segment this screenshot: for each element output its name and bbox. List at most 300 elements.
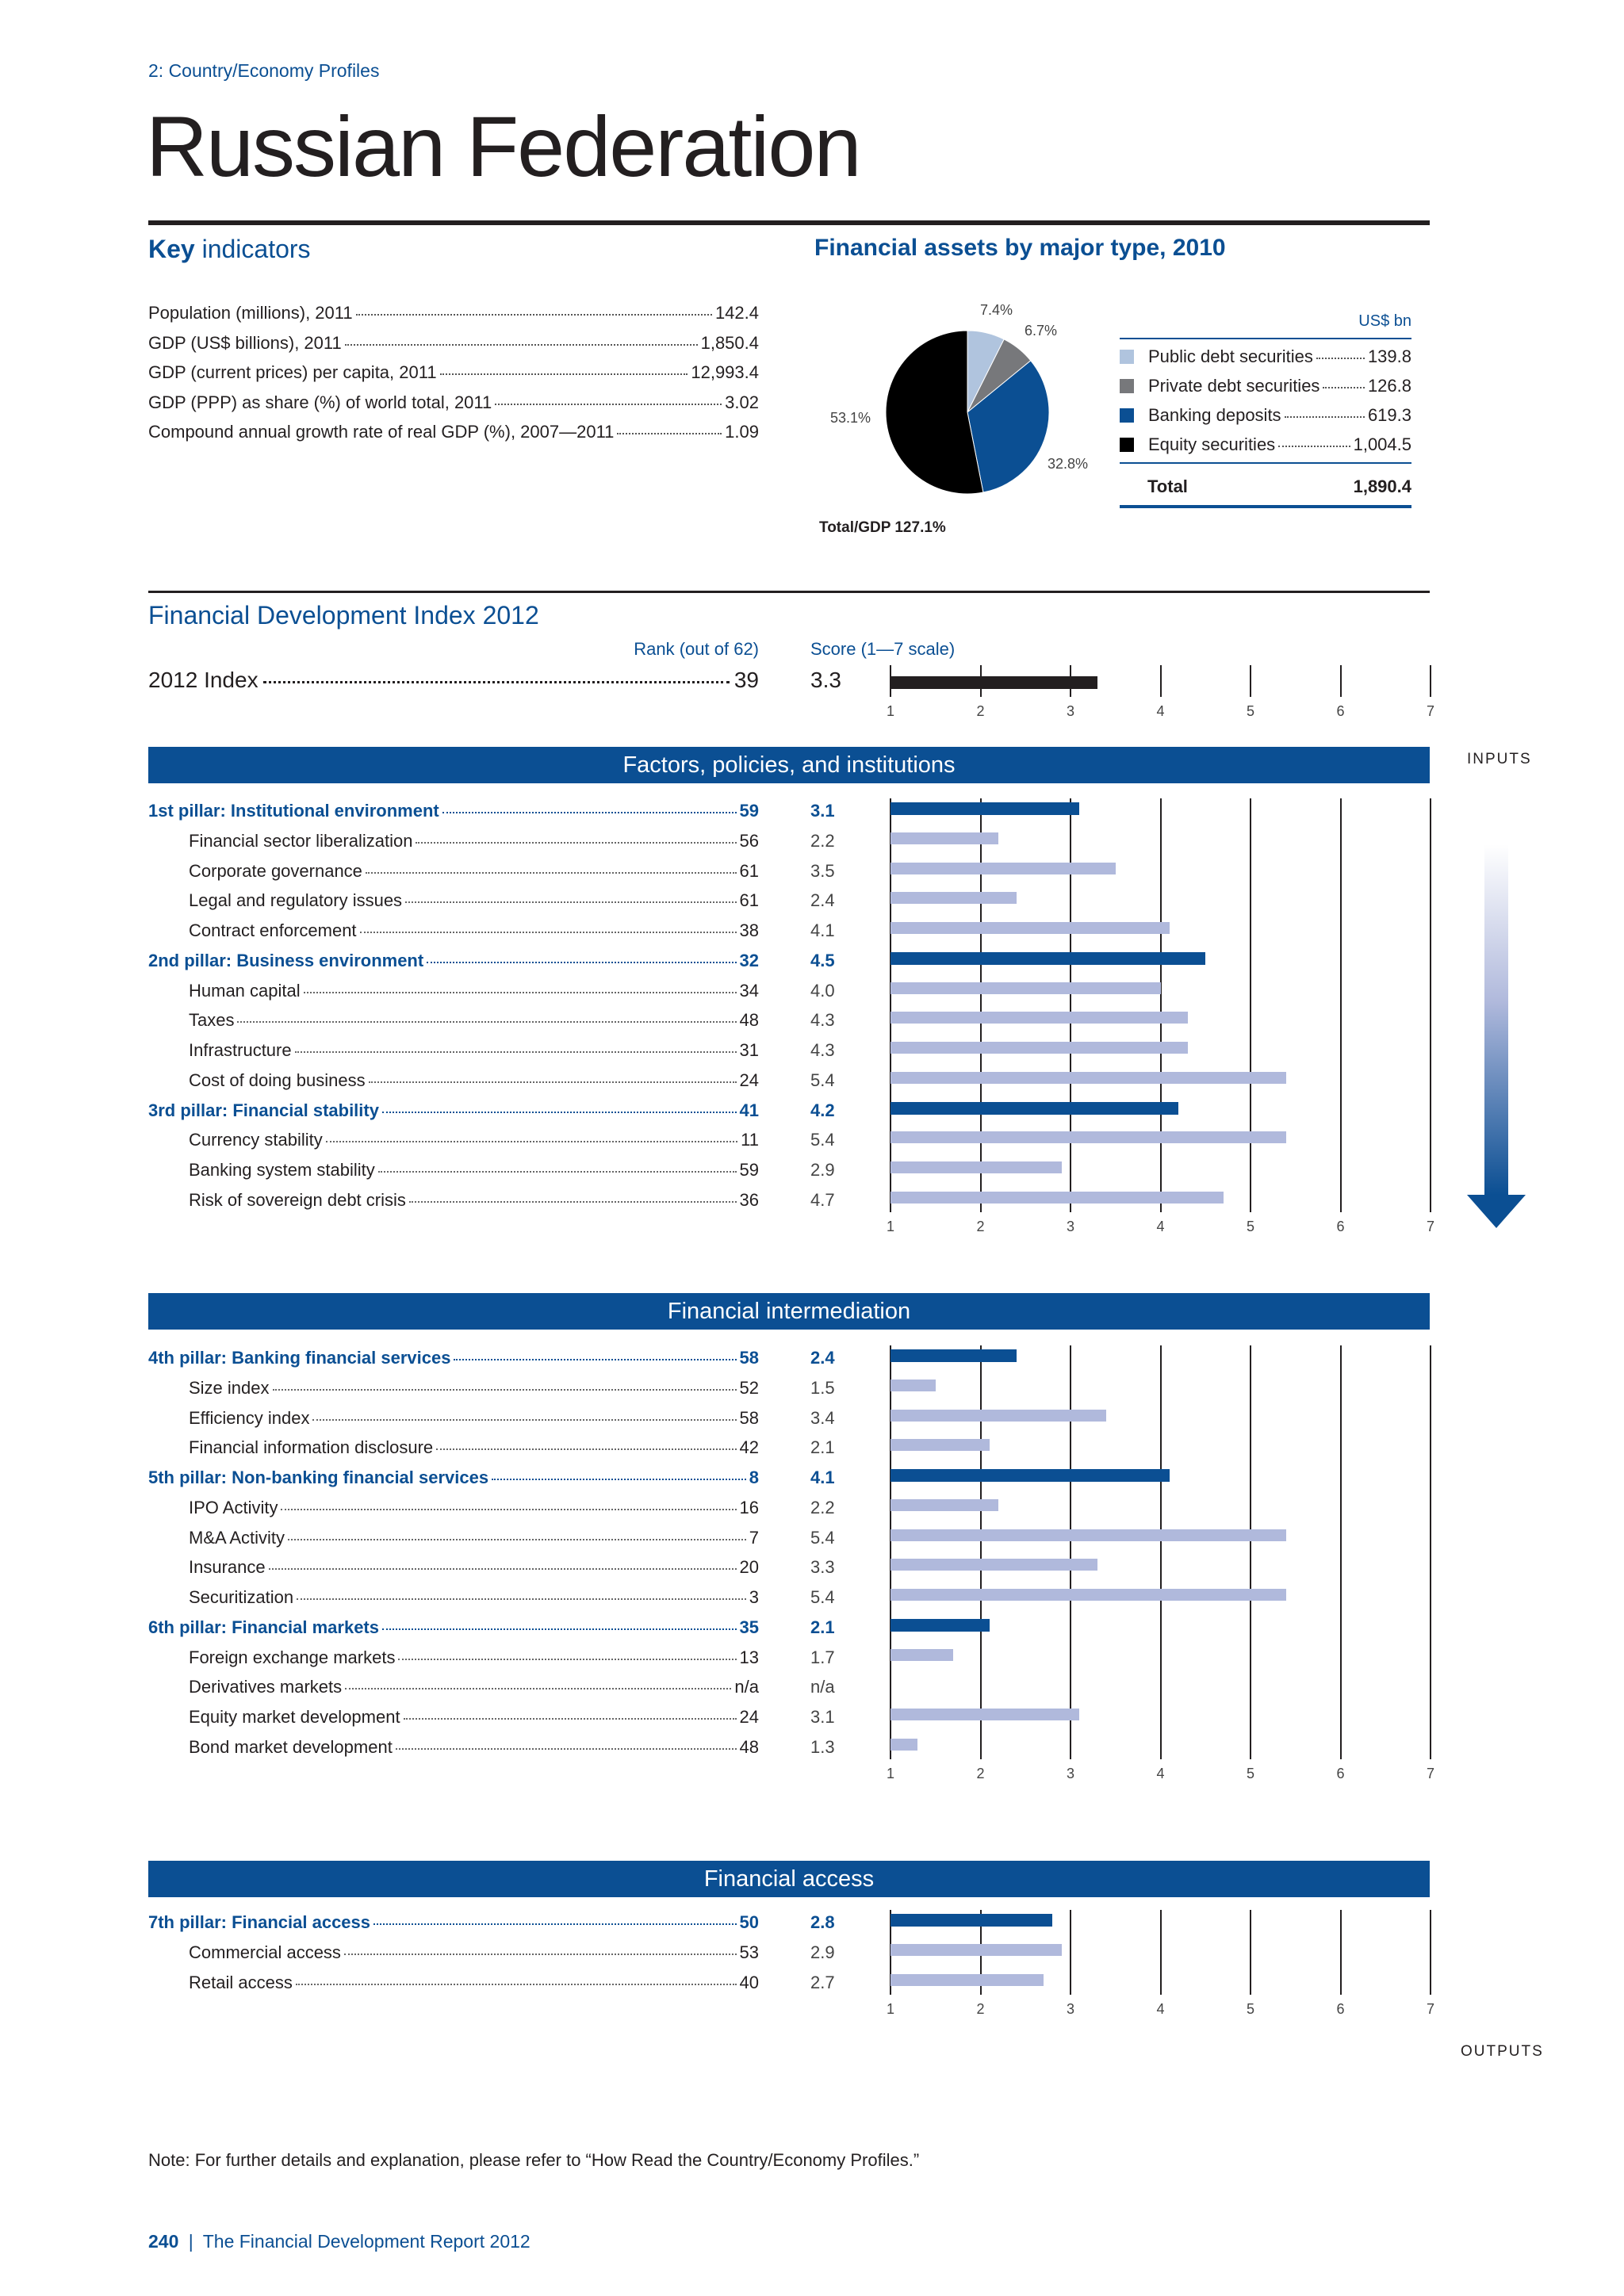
row-score: 3.1 bbox=[810, 1707, 835, 1727]
tick-label: 4 bbox=[1156, 1218, 1165, 1234]
indicator-score-bar bbox=[891, 863, 1116, 874]
row-rank: 48 bbox=[739, 1736, 759, 1757]
section-band: Financial access bbox=[148, 1861, 1430, 1897]
leader-dots bbox=[495, 404, 722, 405]
tick-label: 1 bbox=[886, 2000, 894, 2017]
leader-dots bbox=[404, 1718, 737, 1720]
financial-assets-heading: Financial assets by major type, 2010 bbox=[814, 235, 1226, 261]
row-rank: 11 bbox=[741, 1130, 759, 1150]
row-rank: 38 bbox=[739, 920, 759, 940]
index-score: 3.3 bbox=[810, 668, 841, 692]
leader-dots bbox=[492, 1479, 746, 1480]
row-label: Taxes bbox=[189, 1010, 235, 1031]
row-label: 5th pillar: Non-banking financial services bbox=[148, 1468, 489, 1487]
indicator-score-bar bbox=[891, 1042, 1188, 1054]
row-label: 2nd pillar: Business environment bbox=[148, 950, 424, 970]
section-label: 2: Country/Economy Profiles bbox=[148, 60, 380, 81]
footer bbox=[148, 2231, 530, 2252]
pillar-score-bar bbox=[891, 1619, 990, 1632]
legend-row bbox=[1120, 376, 1411, 405]
pillar-row bbox=[148, 1912, 759, 1942]
legend-label: Banking deposits bbox=[1148, 405, 1281, 425]
key-indicator-row bbox=[148, 422, 759, 442]
row-score: 3.5 bbox=[810, 860, 835, 881]
row-rank: 24 bbox=[739, 1070, 759, 1090]
leader-dots bbox=[369, 1081, 737, 1083]
key-indicator-label: Compound annual growth rate of real GDP (%), 2007—2011 bbox=[148, 422, 615, 442]
legend-total-rule bbox=[1120, 462, 1411, 464]
row-score: 5.4 bbox=[810, 1527, 835, 1548]
pie-label-equity: 53.1% bbox=[830, 410, 871, 426]
row-score: 2.9 bbox=[810, 1160, 835, 1180]
indicator-row bbox=[189, 981, 759, 1011]
pillar-score-bar bbox=[891, 802, 1079, 815]
row-rank: 58 bbox=[739, 1407, 759, 1428]
indicator-score-bar bbox=[891, 1012, 1188, 1024]
index-label: 2012 Index bbox=[148, 668, 259, 692]
row-score: 1.7 bbox=[810, 1647, 835, 1667]
row-label: Bond market development bbox=[189, 1736, 393, 1757]
indicator-score-bar bbox=[891, 1161, 1062, 1173]
pillar-row bbox=[148, 1617, 759, 1647]
tick-label: 4 bbox=[1156, 1765, 1165, 1781]
indicator-row bbox=[189, 1070, 759, 1100]
row-label: Insurance bbox=[189, 1557, 266, 1578]
inputs-outputs-arrow-icon bbox=[1463, 844, 1530, 1229]
indicator-score-bar bbox=[891, 1559, 1097, 1571]
leader-dots bbox=[312, 1419, 736, 1421]
row-rank: n/a bbox=[734, 1677, 759, 1697]
row-label: 3rd pillar: Financial stability bbox=[148, 1100, 379, 1120]
leader-dots bbox=[288, 1539, 746, 1540]
leader-dots bbox=[273, 1389, 737, 1391]
page-title: Russian Federation bbox=[146, 98, 860, 194]
key-indicator-label: GDP (current prices) per capita, 2011 bbox=[148, 362, 437, 382]
row-score: 2.1 bbox=[810, 1437, 835, 1458]
tick-label: 3 bbox=[1066, 703, 1074, 719]
row-score: 1.3 bbox=[810, 1736, 835, 1757]
row-label: Currency stability bbox=[189, 1130, 323, 1150]
leader-dots bbox=[436, 1448, 736, 1450]
row-label: Foreign exchange markets bbox=[189, 1647, 396, 1667]
indicator-row bbox=[189, 1190, 759, 1220]
row-score: 4.7 bbox=[810, 1189, 835, 1210]
fdi-heading: Financial Development Index 2012 bbox=[148, 601, 539, 629]
legend-value: 1,004.5 bbox=[1353, 434, 1411, 454]
indicator-row bbox=[189, 1498, 759, 1528]
indicator-row bbox=[189, 920, 759, 951]
tick-label: 6 bbox=[1336, 1765, 1345, 1781]
gridline-section bbox=[1340, 1345, 1342, 1759]
key-indicator-value: 3.02 bbox=[725, 392, 759, 412]
leader-dots bbox=[297, 1598, 746, 1600]
row-rank: 56 bbox=[739, 830, 759, 851]
gridline-section bbox=[1160, 1345, 1162, 1759]
indicator-row bbox=[189, 890, 759, 920]
row-rank: 40 bbox=[739, 1972, 759, 1992]
leader-dots bbox=[382, 1112, 737, 1113]
leader-dots bbox=[382, 1628, 737, 1630]
score-column-header: Score (1—7 scale) bbox=[810, 639, 956, 659]
tick-label: 2 bbox=[976, 1765, 985, 1781]
pillar-score-bar bbox=[891, 1102, 1178, 1115]
key-indicator-label: GDP (US$ billions), 2011 bbox=[148, 332, 342, 353]
tick-label: 5 bbox=[1246, 1765, 1254, 1781]
key-indicators-heading-rest: indicators bbox=[201, 235, 311, 263]
row-label: Equity market development bbox=[189, 1707, 400, 1727]
leader-dots bbox=[344, 1954, 737, 1955]
indicator-row bbox=[189, 1408, 759, 1438]
index-rank: 39 bbox=[733, 668, 759, 692]
indicator-score-bar bbox=[891, 832, 998, 844]
row-score: 4.0 bbox=[810, 980, 835, 1001]
row-score: 4.1 bbox=[810, 1468, 835, 1487]
tick-label: 3 bbox=[1066, 1218, 1074, 1234]
gridline-index bbox=[1430, 665, 1431, 697]
leader-dots bbox=[360, 932, 737, 933]
gridline-section bbox=[980, 1345, 982, 1759]
gridline-section bbox=[1430, 1345, 1431, 1759]
row-label: Securitization bbox=[189, 1587, 294, 1607]
gridline-section bbox=[1340, 1910, 1342, 1995]
rank-column-header: Rank (out of 62) bbox=[634, 639, 759, 659]
tick-label: 4 bbox=[1156, 703, 1165, 719]
note: Note: For further details and explanation, please refer to “How Read the Country/Economy Profiles.” bbox=[148, 2150, 920, 2170]
leader-dots bbox=[304, 992, 737, 993]
total-gdp-label: Total/GDP 127.1% bbox=[819, 519, 946, 536]
row-rank: 61 bbox=[739, 890, 759, 911]
indicator-score-bar bbox=[891, 1529, 1286, 1541]
indicator-row bbox=[189, 1942, 759, 1973]
legend-swatch bbox=[1120, 350, 1134, 364]
footer-separator: | bbox=[188, 2231, 193, 2252]
leader-dots bbox=[366, 872, 737, 874]
row-score: 5.4 bbox=[810, 1130, 835, 1150]
indicator-row bbox=[189, 1040, 759, 1070]
financial-assets-pie-chart bbox=[872, 317, 1063, 507]
key-indicator-row bbox=[148, 333, 759, 354]
row-rank: 59 bbox=[739, 1160, 759, 1180]
legend-swatch bbox=[1120, 408, 1134, 423]
row-score: 3.3 bbox=[810, 1557, 835, 1578]
row-score: 4.5 bbox=[810, 950, 835, 970]
row-rank: 35 bbox=[739, 1617, 759, 1637]
row-label: 6th pillar: Financial markets bbox=[148, 1617, 379, 1637]
leader-dots bbox=[454, 1359, 736, 1360]
gridline-section bbox=[1070, 1345, 1071, 1759]
key-indicators-heading-strong: Key bbox=[148, 235, 195, 263]
pillar-score-bar bbox=[891, 1469, 1170, 1482]
pie-label-public-debt: 7.4% bbox=[980, 302, 1013, 318]
pillar-row bbox=[148, 1468, 759, 1498]
page-number: 240 bbox=[148, 2231, 179, 2252]
row-label: Size index bbox=[189, 1377, 270, 1398]
row-label: Retail access bbox=[189, 1972, 293, 1992]
legend-label: Private debt securities bbox=[1148, 376, 1320, 396]
key-indicator-row bbox=[148, 362, 759, 383]
gridline-section bbox=[1250, 798, 1251, 1212]
tick-label: 6 bbox=[1336, 703, 1345, 719]
row-rank: 16 bbox=[739, 1497, 759, 1517]
row-label: Efficiency index bbox=[189, 1407, 310, 1428]
leader-dots bbox=[345, 1688, 731, 1689]
indicator-row bbox=[189, 1437, 759, 1468]
row-score: 2.2 bbox=[810, 1497, 835, 1517]
tick-label: 7 bbox=[1426, 1765, 1434, 1781]
row-label: Commercial access bbox=[189, 1942, 341, 1962]
key-indicator-row bbox=[148, 392, 759, 413]
indicator-row bbox=[189, 861, 759, 891]
row-rank: 42 bbox=[739, 1437, 759, 1458]
gridline-index bbox=[1160, 665, 1162, 697]
leader-dots bbox=[405, 901, 736, 903]
leader-dots bbox=[378, 1171, 737, 1173]
indicator-score-bar bbox=[891, 1944, 1062, 1956]
row-rank: 52 bbox=[739, 1377, 759, 1398]
row-score: 2.4 bbox=[810, 1348, 835, 1368]
key-indicator-row bbox=[148, 303, 759, 323]
unit-label: US$ bn bbox=[1358, 312, 1411, 330]
row-label: IPO Activity bbox=[189, 1497, 278, 1517]
legend-label: Public debt securities bbox=[1148, 346, 1313, 366]
tick-label: 4 bbox=[1156, 2000, 1165, 2017]
row-label: 7th pillar: Financial access bbox=[148, 1912, 371, 1932]
row-rank: 24 bbox=[739, 1707, 759, 1727]
indicator-score-bar bbox=[891, 1131, 1286, 1143]
pillar-row bbox=[148, 951, 759, 981]
gridline-section bbox=[1250, 1345, 1251, 1759]
row-rank: 53 bbox=[739, 1942, 759, 1962]
key-indicators-heading bbox=[148, 235, 311, 264]
key-indicator-value: 142.4 bbox=[714, 303, 759, 323]
indicator-score-bar bbox=[891, 1439, 990, 1451]
legend-total-label: Total bbox=[1147, 476, 1188, 496]
row-rank: 8 bbox=[749, 1468, 759, 1487]
indicator-score-bar bbox=[891, 1974, 1044, 1986]
row-score: 2.7 bbox=[810, 1972, 835, 1992]
indicator-score-bar bbox=[891, 892, 1017, 904]
legend-value: 139.8 bbox=[1367, 346, 1411, 366]
row-rank: 31 bbox=[739, 1040, 759, 1060]
row-label: 1st pillar: Institutional environment bbox=[148, 801, 439, 821]
leader-dots bbox=[295, 1051, 737, 1053]
legend-swatch bbox=[1120, 379, 1134, 393]
tick-label: 1 bbox=[886, 703, 894, 719]
row-label: Financial information disclosure bbox=[189, 1437, 434, 1458]
tick-label: 5 bbox=[1246, 703, 1254, 719]
leader-dots bbox=[1323, 387, 1365, 388]
row-rank: 48 bbox=[739, 1010, 759, 1031]
row-label: Derivatives markets bbox=[189, 1677, 343, 1697]
indicator-row bbox=[189, 1010, 759, 1040]
row-label: Corporate governance bbox=[189, 860, 362, 881]
gridline-section bbox=[1340, 798, 1342, 1212]
row-score: 1.5 bbox=[810, 1377, 835, 1398]
indicator-row bbox=[189, 1707, 759, 1737]
gridline-section bbox=[1070, 798, 1071, 1212]
row-label: M&A Activity bbox=[189, 1527, 285, 1548]
index-dots bbox=[263, 681, 730, 683]
tick-label: 7 bbox=[1426, 2000, 1434, 2017]
indicator-row bbox=[189, 1677, 759, 1707]
indicator-row bbox=[189, 1160, 759, 1190]
tick-label: 7 bbox=[1426, 1218, 1434, 1234]
leader-dots bbox=[269, 1568, 737, 1570]
row-score: 2.1 bbox=[810, 1617, 835, 1637]
leader-dots bbox=[442, 812, 737, 813]
indicator-row bbox=[189, 1973, 759, 2003]
tick-label: 2 bbox=[976, 2000, 985, 2017]
leader-dots bbox=[398, 1659, 736, 1660]
section-band: Factors, policies, and institutions bbox=[148, 747, 1430, 783]
leader-dots bbox=[1278, 446, 1350, 447]
row-score: 3.1 bbox=[810, 801, 835, 821]
legend-swatch bbox=[1120, 438, 1134, 452]
key-indicator-label: GDP (PPP) as share (%) of world total, 2011 bbox=[148, 392, 492, 412]
row-score: n/a bbox=[810, 1677, 835, 1697]
legend-row bbox=[1120, 434, 1411, 464]
tick-label: 1 bbox=[886, 1765, 894, 1781]
row-label: 4th pillar: Banking financial services bbox=[148, 1348, 451, 1368]
row-rank: 58 bbox=[739, 1348, 759, 1368]
row-score: 5.4 bbox=[810, 1070, 835, 1090]
leader-dots bbox=[416, 842, 736, 844]
indicator-row bbox=[189, 1587, 759, 1617]
legend-total-value: 1,890.4 bbox=[1353, 476, 1411, 496]
row-rank: 41 bbox=[739, 1100, 759, 1120]
gridline-section bbox=[1430, 798, 1431, 1212]
tick-label: 6 bbox=[1336, 1218, 1345, 1234]
indicator-row bbox=[189, 1130, 759, 1160]
row-rank: 13 bbox=[739, 1647, 759, 1667]
row-label: Contract enforcement bbox=[189, 920, 357, 940]
indicator-score-bar bbox=[891, 1499, 998, 1511]
key-indicator-value: 12,993.4 bbox=[691, 362, 759, 382]
leader-dots bbox=[1285, 416, 1365, 418]
row-rank: 20 bbox=[739, 1557, 759, 1578]
leader-dots bbox=[409, 1201, 737, 1203]
indicator-score-bar bbox=[891, 922, 1170, 934]
indicator-row bbox=[189, 1528, 759, 1558]
top-rule bbox=[148, 220, 1430, 225]
legend-bottom-rule bbox=[1120, 505, 1411, 508]
indicator-score-bar bbox=[891, 982, 1161, 994]
key-indicator-value: 1.09 bbox=[725, 422, 759, 442]
indicator-score-bar bbox=[891, 1739, 917, 1751]
leader-dots bbox=[281, 1509, 736, 1510]
leader-dots bbox=[1316, 358, 1365, 359]
leader-dots bbox=[617, 433, 722, 434]
leader-dots bbox=[237, 1021, 736, 1023]
row-rank: 36 bbox=[739, 1189, 759, 1210]
tick-label: 6 bbox=[1336, 2000, 1345, 2017]
leader-dots bbox=[373, 1923, 737, 1925]
tick-label: 3 bbox=[1066, 2000, 1074, 2017]
indicator-score-bar bbox=[891, 1380, 936, 1391]
tick-label: 5 bbox=[1246, 1218, 1254, 1234]
gridline-section bbox=[980, 798, 982, 1212]
row-label: Banking system stability bbox=[189, 1160, 375, 1180]
row-rank: 3 bbox=[749, 1587, 759, 1607]
legend-value: 126.8 bbox=[1367, 376, 1411, 396]
tick-label: 3 bbox=[1066, 1765, 1074, 1781]
tick-label: 1 bbox=[886, 1218, 894, 1234]
tick-label: 2 bbox=[976, 1218, 985, 1234]
row-rank: 59 bbox=[739, 801, 759, 821]
row-label: Financial sector liberalization bbox=[189, 830, 413, 851]
row-score: 5.4 bbox=[810, 1587, 835, 1607]
row-label: Human capital bbox=[189, 980, 301, 1001]
index-score-bar bbox=[891, 676, 1097, 689]
indicator-row bbox=[189, 1647, 759, 1678]
indicator-row bbox=[189, 831, 759, 861]
legend-row bbox=[1120, 405, 1411, 434]
indicator-score-bar bbox=[891, 1649, 953, 1661]
row-label: Cost of doing business bbox=[189, 1070, 366, 1090]
pillar-score-bar bbox=[891, 952, 1205, 965]
gridline-section bbox=[1070, 1910, 1071, 1995]
pie-label-private-debt: 6.7% bbox=[1025, 323, 1058, 339]
outputs-label: OUTPUTS bbox=[1461, 2043, 1544, 2060]
gridline-index bbox=[1340, 665, 1342, 697]
leader-dots bbox=[296, 1984, 737, 1985]
fdi-rule bbox=[148, 591, 1430, 593]
key-indicator-label: Population (millions), 2011 bbox=[148, 303, 353, 323]
legend-top-rule bbox=[1120, 338, 1411, 339]
indicator-score-bar bbox=[891, 1589, 1286, 1601]
tick-label: 5 bbox=[1246, 2000, 1254, 2017]
gridline-section bbox=[1430, 1910, 1431, 1995]
legend-value: 619.3 bbox=[1367, 405, 1411, 425]
indicator-row bbox=[189, 1378, 759, 1408]
gridline-section bbox=[890, 798, 891, 1212]
publication-title: The Financial Development Report 2012 bbox=[202, 2231, 530, 2252]
section-band: Financial intermediation bbox=[148, 1293, 1430, 1330]
indicator-score-bar bbox=[891, 1410, 1106, 1422]
pillar-score-bar bbox=[891, 1349, 1017, 1362]
index-row bbox=[148, 668, 759, 693]
row-score: 4.2 bbox=[810, 1100, 835, 1120]
row-rank: 7 bbox=[749, 1527, 759, 1548]
leader-dots bbox=[396, 1748, 737, 1750]
row-label: Legal and regulatory issues bbox=[189, 890, 403, 911]
gridline-section bbox=[1160, 798, 1162, 1212]
tick-label: 2 bbox=[976, 703, 985, 719]
pillar-row bbox=[148, 801, 759, 831]
pie-label-banking-deposits: 32.8% bbox=[1048, 456, 1089, 472]
leader-dots bbox=[440, 373, 688, 375]
pillar-row bbox=[148, 1100, 759, 1131]
legend-label: Equity securities bbox=[1148, 434, 1276, 454]
leader-dots bbox=[427, 962, 736, 963]
leader-dots bbox=[326, 1141, 737, 1142]
row-score: 2.8 bbox=[810, 1912, 835, 1932]
row-label: Risk of sovereign debt crisis bbox=[189, 1189, 406, 1210]
row-score: 4.1 bbox=[810, 920, 835, 940]
row-score: 4.3 bbox=[810, 1040, 835, 1060]
row-score: 3.4 bbox=[810, 1407, 835, 1428]
legend-row bbox=[1120, 346, 1411, 376]
key-indicator-value: 1,850.4 bbox=[700, 332, 759, 353]
indicator-score-bar bbox=[891, 1072, 1286, 1084]
row-score: 2.9 bbox=[810, 1942, 835, 1962]
row-rank: 50 bbox=[739, 1912, 759, 1932]
indicator-score-bar bbox=[891, 1192, 1224, 1203]
row-score: 4.3 bbox=[810, 1010, 835, 1031]
row-label: Infrastructure bbox=[189, 1040, 292, 1060]
gridline-section bbox=[1250, 1910, 1251, 1995]
tick-label: 7 bbox=[1426, 703, 1434, 719]
